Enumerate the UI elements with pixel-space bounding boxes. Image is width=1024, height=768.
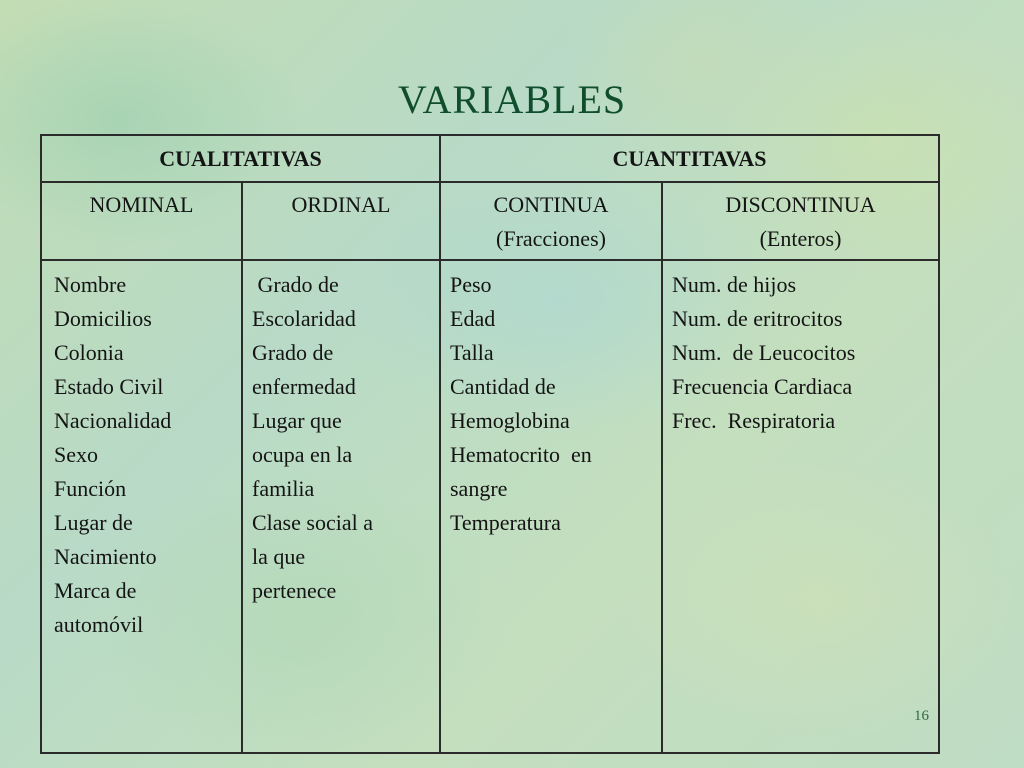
- list-item: Hemoglobina: [450, 408, 570, 433]
- list-item: pertenece: [252, 578, 337, 603]
- col-divider-1: [241, 181, 243, 752]
- list-item: Hematocrito en: [450, 442, 592, 467]
- column-body-nominal: [54, 268, 239, 642]
- list-item: ocupa en la: [252, 442, 353, 467]
- list-item: Colonia: [54, 340, 124, 365]
- list-item: Edad: [450, 306, 496, 331]
- column-header-discontinua-line1: DISCONTINUA: [725, 192, 876, 217]
- column-header-continua: [441, 188, 661, 256]
- list-item: enfermedad: [252, 374, 356, 399]
- list-item: Temperatura: [450, 510, 561, 535]
- column-body-discontinua: [672, 268, 934, 438]
- group-header-cuantitativas: CUANTITAVAS: [612, 146, 767, 171]
- column-header-continua-line1: CONTINUA: [493, 192, 609, 217]
- list-item: Sexo: [54, 442, 98, 467]
- list-item: Función: [54, 476, 127, 501]
- list-item: Nacimiento: [54, 544, 157, 569]
- list-item: Cantidad de: [450, 374, 556, 399]
- list-item: Lugar que: [252, 408, 342, 433]
- variables-table: [40, 134, 940, 754]
- list-item: Frecuencia Cardiaca: [672, 374, 853, 399]
- column-body-ordinal: [252, 268, 437, 608]
- row-divider-headers: [42, 259, 938, 261]
- list-item: Grado de: [252, 340, 334, 365]
- list-item: Escolaridad: [252, 306, 356, 331]
- column-header-nominal: [42, 188, 241, 222]
- column-header-discontinua-line2: (Enteros): [759, 226, 842, 251]
- list-item: la que: [252, 544, 306, 569]
- list-item: Domicilios: [54, 306, 152, 331]
- col-divider-3: [661, 181, 663, 752]
- list-item: Grado de: [252, 272, 339, 297]
- column-header-ordinal: [243, 188, 439, 222]
- list-item: Talla: [450, 340, 494, 365]
- list-item: familia: [252, 476, 315, 501]
- slide-title: VARIABLES: [397, 77, 627, 122]
- group-header-cualitativas: CUALITATIVAS: [159, 146, 322, 171]
- column-header-continua-line2: (Fracciones): [496, 226, 606, 251]
- list-item: Estado Civil: [54, 374, 164, 399]
- column-header-discontinua: [663, 188, 938, 256]
- list-item: sangre: [450, 476, 508, 501]
- list-item: Peso: [450, 272, 492, 297]
- list-item: Nacionalidad: [54, 408, 172, 433]
- column-body-continua: [450, 268, 660, 540]
- list-item: Lugar de: [54, 510, 133, 535]
- row-divider-groups: [42, 181, 938, 183]
- slide-number: 16: [914, 708, 929, 724]
- list-item: Frec. Respiratoria: [672, 408, 836, 433]
- list-item: Num. de eritrocitos: [672, 306, 843, 331]
- list-item: Marca de: [54, 578, 137, 603]
- list-item: automóvil: [54, 612, 144, 637]
- list-item: Nombre: [54, 272, 127, 297]
- column-header-nominal-line1: NOMINAL: [89, 192, 194, 217]
- list-item: Clase social a: [252, 510, 373, 535]
- list-item: Num. de hijos: [672, 272, 797, 297]
- list-item: Num. de Leucocitos: [672, 340, 856, 365]
- column-header-ordinal-line1: ORDINAL: [291, 192, 391, 217]
